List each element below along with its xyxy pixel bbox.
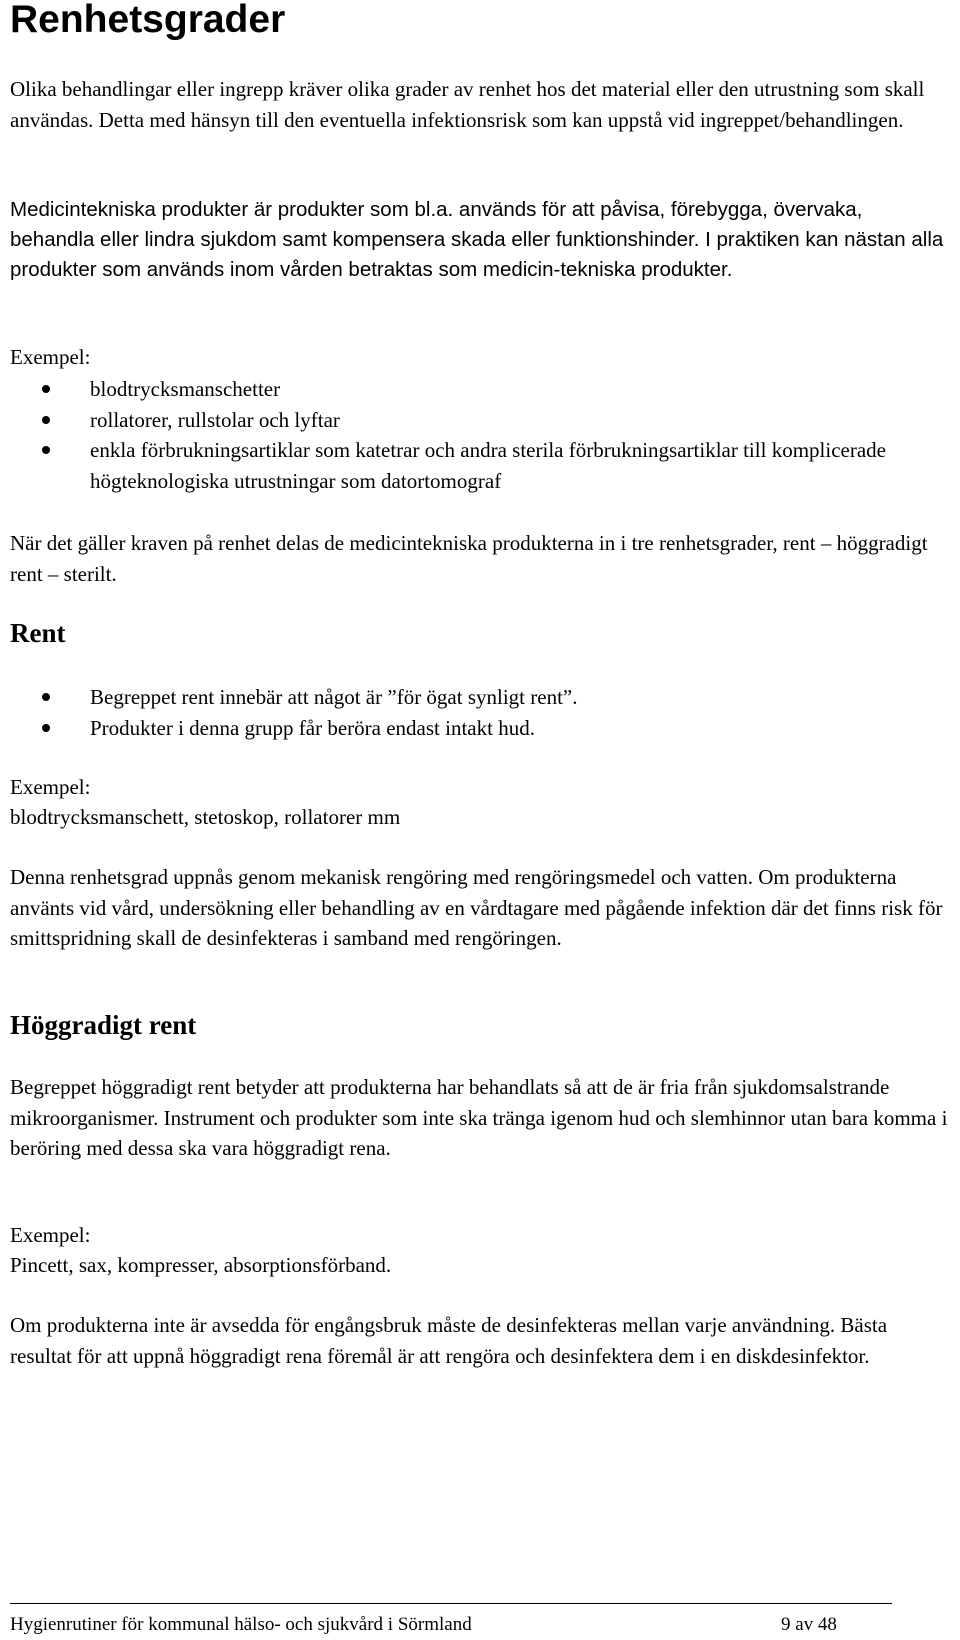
intro-paragraph: Olika behandlingar eller ingrepp kräver olika grader av renhet hos det material eller den utrustning som skall användas. Detta med hänsyn till den eventuella infektionsrisk som kan uppstå vid ingreppet/behandlingen. [10, 77, 925, 132]
medtech-example-label: Exempel: [10, 345, 91, 369]
rent-example-text: blodtrycksmanschett, stetoskop, rollatorer mm [10, 805, 401, 829]
section-heading-rent: Rent [10, 618, 66, 648]
footer-title: Hygienrutiner för kommunal hälso- och sjukvård i Sörmland [10, 1614, 472, 1635]
page-title: Renhetsgrader [10, 0, 286, 41]
hoggradigt-body-2: Om produkterna inte är avsedda för engångsbruk måste de desinfekteras mellan varje användning. Bästa resultat för att uppnå höggradigt rena föremål är att rengöra och desinfektera dem i en diskdesinfektor. [10, 1313, 888, 1368]
footer-divider [10, 1603, 892, 1604]
medtech-example-list [10, 374, 950, 496]
bullet-icon [42, 446, 50, 454]
hoggradigt-body: Begreppet höggradigt rent betyder att produkterna har behandlats så att de är fria från sjukdomsalstrande mikroorganismer. Instrument och produkter som inte ska tränga igenom hud och slemhinnor utan bara komma i beröring med dessa ska vara höggradigt rena. [10, 1075, 948, 1160]
list-item: enkla förbrukningsartiklar som katetrar och andra sterila förbrukningsartiklar till komplicerade högteknologiska utrustningar som datortomograf [10, 435, 950, 496]
rent-bullet-list [10, 682, 950, 743]
rent-body: Denna renhetsgrad uppnås genom mekanisk rengöring med rengöringsmedel och vatten. Om produkterna använts vid vård, undersökning eller behandling av en vårdtagare med pågående infektion där det finns risk för smittspridning skall de desinfekteras i samband med rengöringen. [10, 865, 943, 950]
bullet-icon [42, 385, 50, 393]
bullet-icon [42, 416, 50, 424]
list-item: rollatorer, rullstolar och lyftar [10, 405, 950, 436]
footer-page-number: 9 av 48 [781, 1614, 837, 1635]
list-item: Begreppet rent innebär att något är ”för ögat synligt rent”. [10, 682, 950, 713]
hoggradigt-example-label: Exempel: [10, 1223, 91, 1247]
degrees-intro: När det gäller kraven på renhet delas de medicintekniska produkterna in i tre renhetsgrader, rent – höggradigt rent – sterilt. [10, 531, 928, 586]
medtech-definition: Medicintekniska produkter är produkter som bl.a. används för att påvisa, förebygga, övervaka, behandla eller lindra sjukdom samt kompensera skada eller funktionshinder. I praktiken kan nästan alla produkter som används inom vården betraktas som medicin-tekniska produkter. [10, 198, 944, 281]
list-item: blodtrycksmanschetter [10, 374, 950, 405]
bullet-icon [42, 724, 50, 732]
list-item: Produkter i denna grupp får beröra endast intakt hud. [10, 713, 950, 744]
section-heading-hoggradigt-rent: Höggradigt rent [10, 1010, 197, 1040]
hoggradigt-example-text: Pincett, sax, kompresser, absorptionsförband. [10, 1253, 392, 1277]
bullet-icon [42, 693, 50, 701]
rent-example-label: Exempel: [10, 775, 91, 799]
